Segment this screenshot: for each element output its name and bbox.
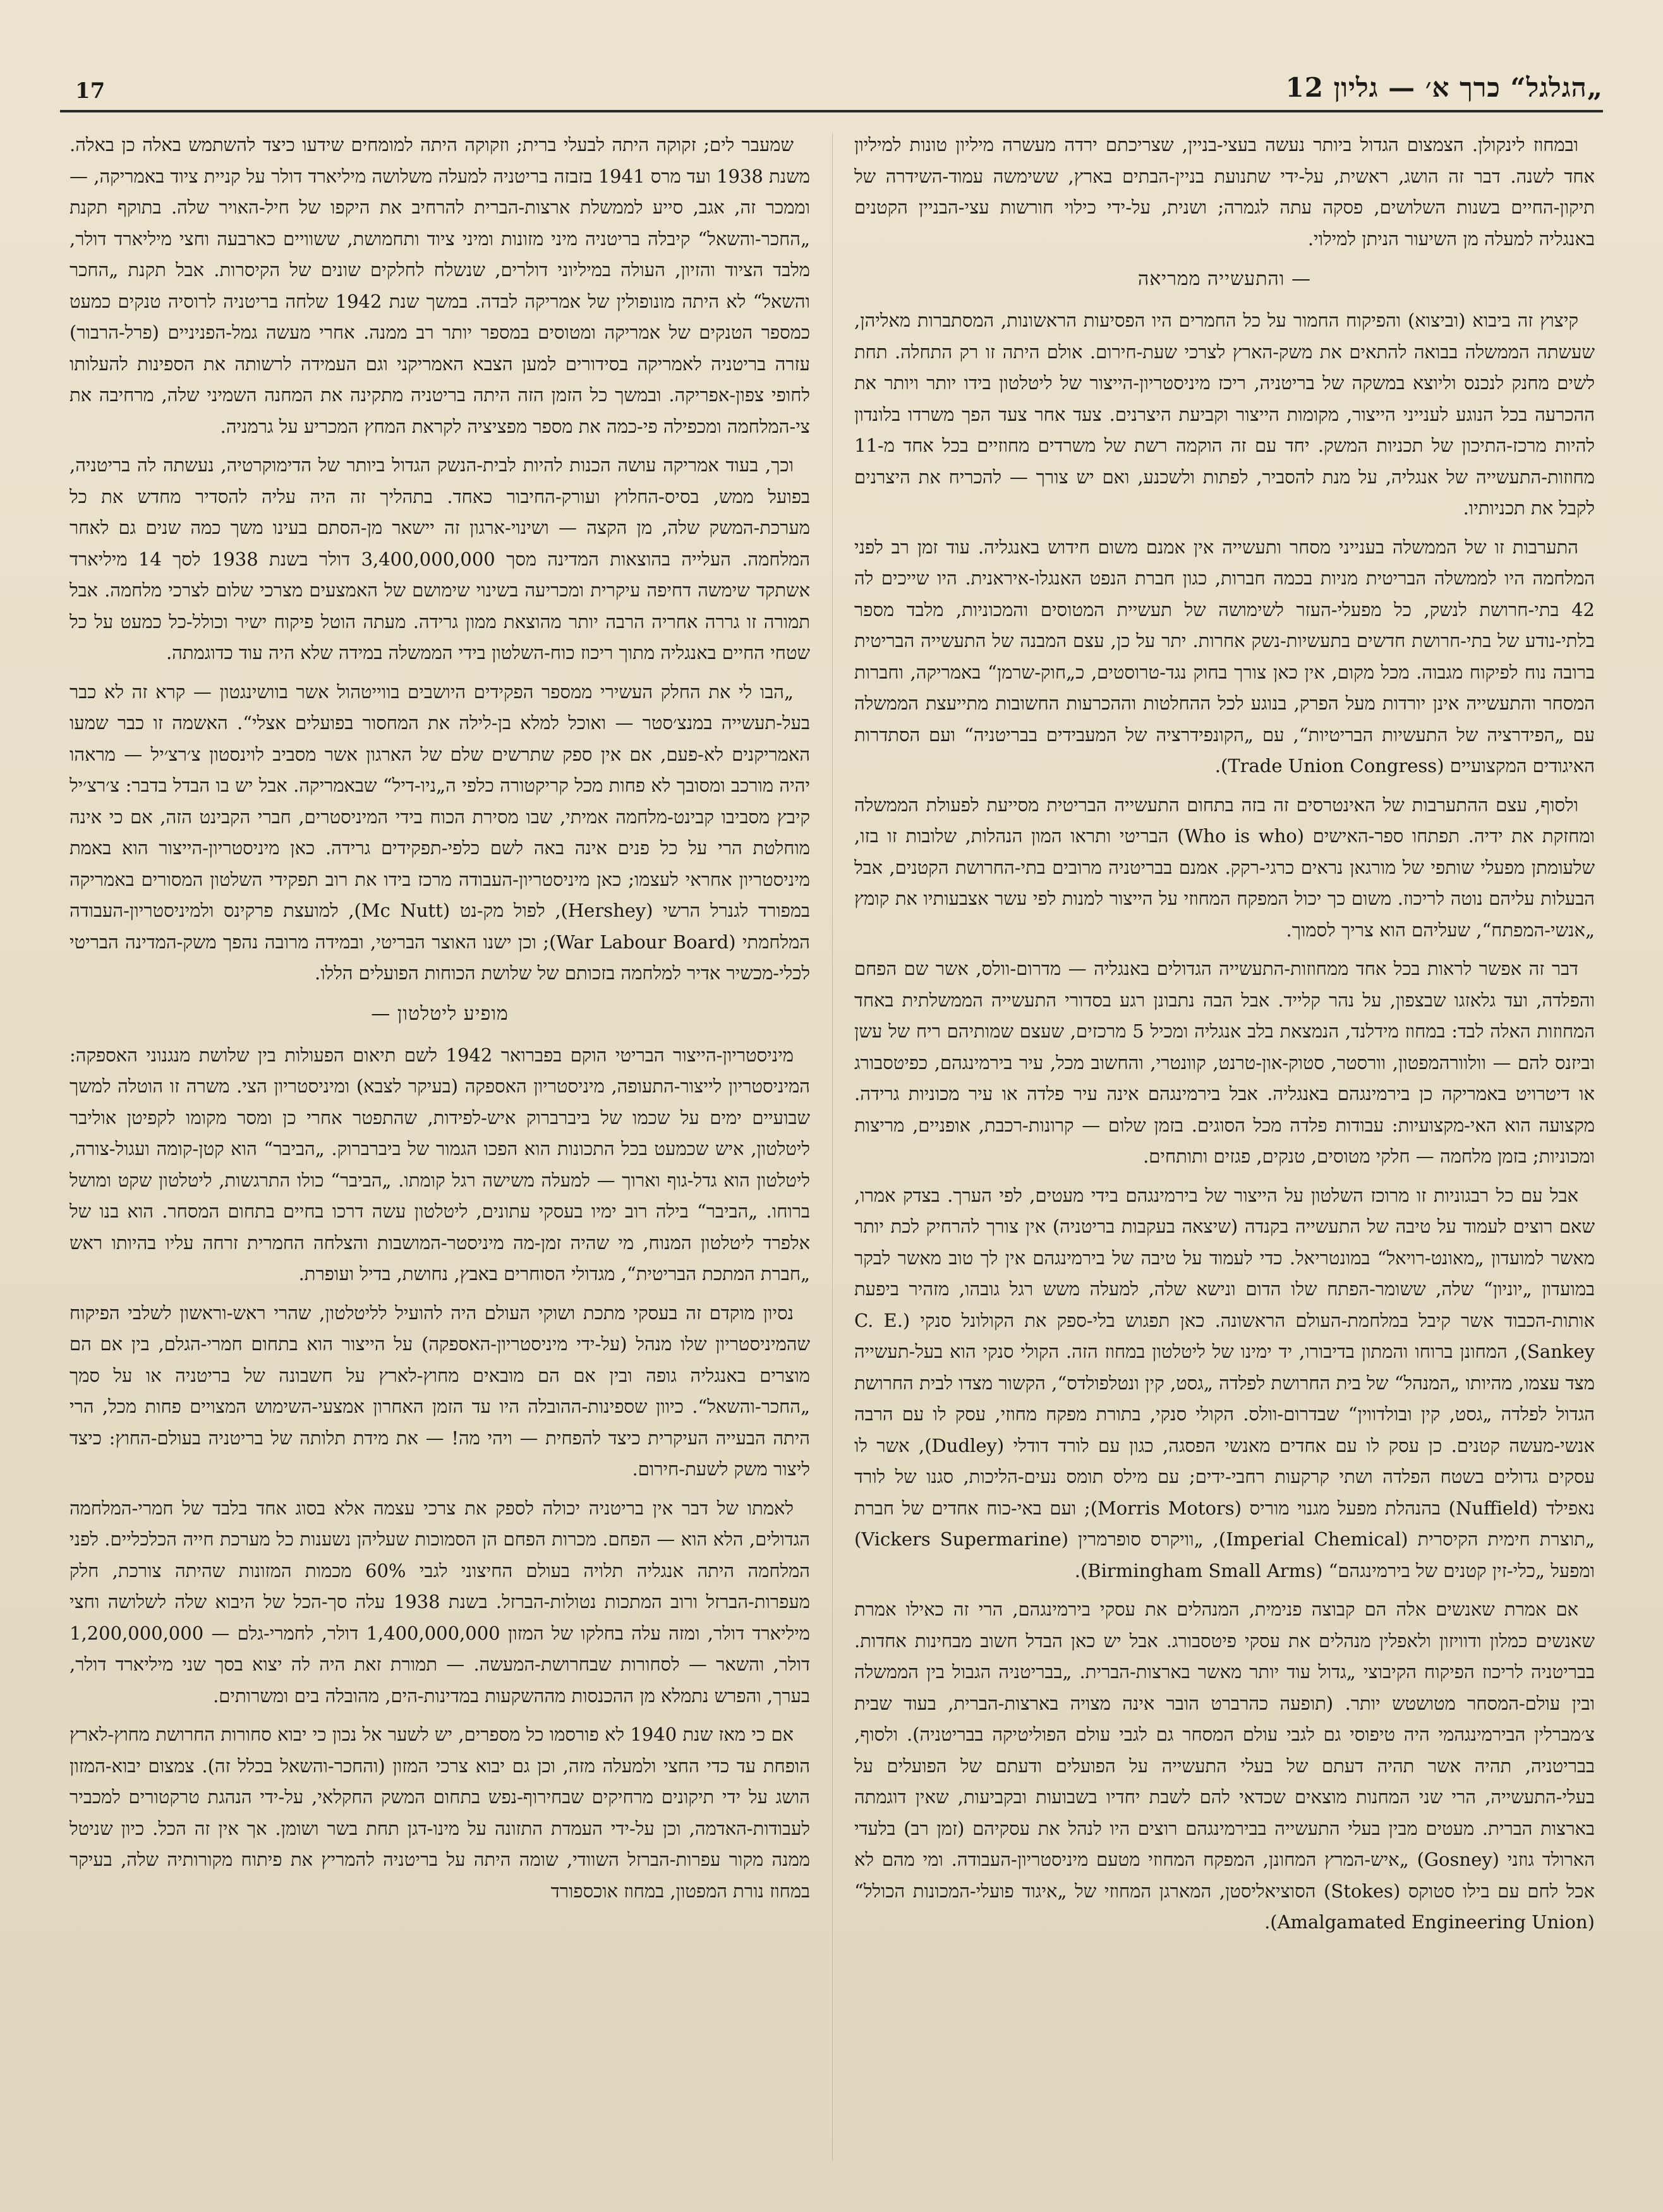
running-head: „הגלגל“ כרך א׳ — גליון 12 <box>1285 72 1603 103</box>
paragraph: „הבו לי את החלק העשירי ממספר הפקידים היושבים בווייטהול אשר בוושינגטון — קרא זה לא כבר בעל-תעשייה במנצ׳סטר — ואוכל למלא בן-לילה את המחסור בפועלים אצלי“. האשמה זו כבר שמעו האמריקנים לא-פעם, אם אין ספק שתרשים שלם של הארגון אשר מסביב לוינסטון צ׳רצ׳יל — מראהו יהיה מורכב ומסובך לא פחות מכל קריקטורה כלפי ה„ניו-דיל“ שבאמריקה. אבל יש בו הבדל בדבר: צ׳רצ׳יל קיבץ מסביבו קבינט-מלחמה אמיתי, שבו מסירת הכוח בידי המיניסטרים, חברי הקבינט הזה, אם כי אינה מוחלטת הרי על כל פנים אינה באה לשם כלפי-תפקידים גרידה. כאן מיניסטריון-הייצור הוא באמת מיניסטריון אחראי לעצמו; כאן מיניסטריון-העבודה מרכז בידו את רוב תפקידי השלטון המסורים באמריקה במפורד לגנרל הרשי (Hershey), לפול מק-נט (Mc Nutt), למועצת פרקינס ולמיניסטריון-העבודה המלחמתי (War Labour Board); וכן ישנו האוצר הבריטי, ובמידה מרובה נהפך משק-המדינה הבריטי לכלי-מכשיר אדיר למלחמה בזכותם של שלושת הכוחות הפועלים הללו. <box>70 680 810 984</box>
paragraph: ובמחוז לינקולן. הצמצום הגדול ביותר נעשה בעצי-בניין, שצריכתם ירדה מעשרה מיליון טונות למיליון אחד לשנה. דבר זה הושג, ראשית, על-ידי שתנועת בניין-הבתים בארץ, ששימשה עמוד-השידרה של תיקון-החיים בשנות השלושים, פסקה עתה לגמרה; ושנית, על-ידי כילוי חורשות עצי-הבניין הקטנים באנגליה למעלה מן השיעור הניתן למילוי. <box>854 134 1595 250</box>
paragraph: דבר זה אפשר לראות בכל אחד ממחוזות-התעשייה הגדולים באנגליה — מדרום-וולס, אשר שם הפחם והפלדה, ועד גלאזגו שבצפון, על נהר קלייד. אבל הבה נתבונן רגע בסדורי התעשייה הממשלתית באחד המחוזות האלה לבד: במחוז מידלנד, הנמצאת בלב אנגליה ומכיל 5 מרכזים, שעצם שמותיהם ריח של עשן וביזנס להם — וולוורהמפטון, וורסטר, סטוק-און-טרנט, קוונטרי, והחשוב מכל, עיר בירמינגהם, כפיטסבורג או דיטרויט באמריקה כן בירמינגהם באנגליה. אבל בירמינגהם אינה עיר פלדה או עיר מכוניות גרידה. מקצועה הוא האי-מקצועיות: עבודות פלדה מכל הסוגים. בזמן שלום — קרונות-רכבת, אופניים, מריצות ומכוניות; בזמן מלחמה — חלקי מטוסים, טנקים, פגזים ותותחים. <box>854 958 1595 1167</box>
article-columns <box>70 130 1595 2180</box>
page-number: 17 <box>75 78 106 104</box>
paragraph: ולסוף, עצם ההתערבות של האינטרסים זה בזה בתחום התעשייה הבריטית מסייעת לפעולת הממשלה ומחזקת את ידיה. תפתחו ספר-האישים (Who is who) הבריטי ותראו המון הנהלות, שלובות זו בזו, שלעומתן מפעלי שותפי של מורגאן נראים כרגי-רקק. אמנם בבריטניה מרובים בתי-החרושת הקטנים, אבל הבעלות עליהם נוטה לריכוז. משום כך יכול המפקח המחוזי על הייצור למנות לפי עשר אצבעותיו את קומץ „אנשי-המפתח“, שעליהם הוא צריך לסמוך. <box>854 794 1595 941</box>
section-heading: מופיע ליטלטון — <box>371 1002 509 1025</box>
section-heading: — והתעשייה ממריאה <box>1138 268 1311 290</box>
paragraph: אם כי מאז שנת 1940 לא פורסמו כל מספרים, יש לשער אל נכון כי יבוא סחורות החרושת מחוץ-לארץ הופחת עד כדי החצי ולמעלה מזה, וכן גם יבוא צרכי המזון (והחכר-והשאל בכלל זה). צמצום יבוא-המזון הושג על ידי תיקונים מרחיקים שבחירוף-נפש בתחום המשק החקלאי, על-ידי הנהגת טרקטורים למכביר לעבודות-האדמה, וכן על-ידי העמדת התזונה על מינו-דגן תחת בשר ושומן. אך אין זה הכל. כיון שניטל ממנה מקור עפרות-הברזל השוודי, שומה היתה על בריטניה להמריץ את פיתוח מקורותיה שלה, בעיקר במחוז נורת המפטון, במחוז אוכספורד <box>70 1724 810 1902</box>
left-column <box>854 130 1595 2180</box>
paragraph: נסיון מוקדם זה בעסקי מתכת ושוקי העולם היה להועיל לליטלטון, שהרי ראש-וראשון לשלבי הפיקוח שהמיניסטריון שלו מנהל (על-ידי מיניסטריון-האספקה) על הייצור הוא בתחום חמרי-הגלם, בין אם הם מוצרים באנגליה גופה ובין אם הם מובאים מחוץ-לארץ על חשבונה של בריטניה או על סמך „החכר-והשאל“. כיוון שספינות-ההובלה היו עד הזמן האחרון אמצעי-השימוש המצויים פחות מכל, הרי היתה הבעייה העיקרית כיצד להפחית — ויהי מה! — את מידת תלותה של בריטניה בעולם-החוץ: כיצד ליצור משק לשעת-חירום. <box>70 1302 810 1480</box>
paragraph: מיניסטריון-הייצור הבריטי הוקם בפברואר 1942 לשם תיאום הפעולות בין שלושת מנגנוני האספקה: המיניסטריון לייצור-התעופה, מיניסטריון האספקה (בעיקר לצבא) ומיניסטריון הצי. משרה זו הוטלה למשך שבועיים ימים על שכמו של ביברברוק איש-לפידות, שהתפטר אחרי כן ומסר מקומו לקפיטן אוליבר ליטלטון, איש שכמעט בכל התכונות הוא הפכו הגמור של ביברברוק. „הביבר“ הוא קטן-קומה ועגול-צורה, ליטלטון הוא גדל-גוף וארוך — למעלה משישה רגל קומתו. „הביבר“ כולו התרגשות, ליטלטון שקט ומושל ברוחו. „הביבר“ בילה רוב ימיו בעסקי עתונים, ליטלטון עשה דרכו בחיים בתחום המסחר. הוא בנו של אלפרד ליטלטון המנוח, מי שהיה זמן-מה מיניסטר-המושבות והצלחה החמרית זרחה עליו בהיותו ראש „חברת המתכת הבריטית“, מגדולי הסוחרים באבץ, נחושת, בדיל ועופרת. <box>70 1044 810 1284</box>
paragraph: התערבות זו של הממשלה בענייני מסחר ותעשייה אין אמנם משום חידוש באנגליה. עוד זמן רב לפני המלחמה היו לממשלה הבריטית מניות בכמה חברות, כגון חברת הנפט האנגלו-איראנית. היו שייכים לה 42 בתי-חרושת לנשק, כל מפעלי-העזר לשימושה של תעשיית המטוסים והמכוניות, מלבד מספר בלתי-נודע של בתי-חרושת חדשים בתעשיות-נשק אחרות. יתר על כן, עצם המבנה של התעשייה הבריטית ברובה נוח לפיקוח מגבוה. מכל מקום, אין כאן צורך בחוק נגד-טרוסטים, כ„חוק-שרמן“ באמריקה, וחברות המסחר והתעשייה אינן יורדות מעל הפרק, בנוגע לכל ההחלטות וההכרעות החשובות מתייעצת הממשלה עם „הפידרציה של התעשיות הבריטיות“, עם „הקונפידרציה של המעבידים בבריטניה“ ועם הסתדרות האיגודים המקצועיים (Trade Union Congress). <box>854 536 1595 777</box>
paragraph: וכך, בעוד אמריקה עושה הכנות להיות לבית-הנשק הגדול ביותר של הדימוקרטיה, נעשתה לה בריטניה, בפועל ממש, בסיס-החלוץ ועורק-החיבור כאחד. בתהליך זה היה עליה להסדיר מחדש את כל מערכת-המשק שלה, מן הקצה — ושינוי-ארגון זה יישאר מן-הסתם בעינו משך כמה שנים גם לאחר המלחמה. העלייה בהוצאות המדינה מסך 3,400,000,000 דולר בשנת 1938 לסך 14 מיליארד אשתקד שימשה דחיפה עיקרית ומכריעה בשינוי שימושם של האמצעים מצרכי שלום לצרכי מלחמה. אבל תמורה זו גררה אחריה הרבה יותר מהוצאת ממון גרידה. מעתה הוטל פיקוח ישיר וכולל-כל כמעט על כל שטחי החיים באנגליה מתוך ריכוז כוח-השלטון בידי הממשלה במידה שלא היה עוד כדוגמתה. <box>70 454 810 663</box>
page-header <box>60 54 1603 112</box>
paragraph: שמעבר לים; זקוקה היתה לבעלי ברית; וזקוקה היתה למומחים שידעו כיצד להשתמש באלה כן באלה. משנת 1938 ועד מרס 1941 בזבזה בריטניה למעלה משלושה מיליארד דולר על קניית ציוד באמריקה, — וממכר זה, אגב, סייע לממשלת ארצות-הברית להרחיב את היקפו של חיל-האויר שלה. בתוקף תקנת „החכר-והשאל“ קיבלה בריטניה מיני מזונות ומיני ציוד ותחמושת, ששוויים כארבעה וחצי מיליארד דולר, מלבד הציוד והזיון, העולה במיליוני דולרים, שנשלח לחלקים שונים של הקיסרות. אבל תקנת „החכר והשאל“ לא היתה מונופולין של אמריקה לבדה. במשך שנת 1942 שלחה בריטניה לרוסיה טנקים כמעט כמספר הטנקים של אמריקה ומטוסים במספר יותר רב ממנה. אחרי מעשה גמל-הפניניים (פרל-הרבור) עזרה בריטניה לאמריקה בסידורים למען הצבא האמריקני וגם העמידה לרשותה את הספינות להעלותו לחופי צפון-אפריקה. ובמשך כל הזמן הזה היתה בריטניה מתקינה את המחנה השמיני שלה, מרחיבה את צי-המלחמה ומכפילה פי-כמה את מספר מפציציה לקראת המחץ המכריע על גרמניה. <box>70 134 810 437</box>
right-column <box>70 130 810 2180</box>
paragraph: קיצוץ זה ביבוא (וביצוא) והפיקוח החמור על כל החמרים היו הפסיעות הראשונות, המסתברות מאליהן, שעשתה הממשלה בבואה להתאים את משק-הארץ לצרכי שעת-חירום. אולם היתה זו רק התחלה. תחת לשים מחנק לנכנס וליוצא במשקה של בריטניה, ריכז מיניסטריון-הייצור של ליטלטון בידו יותר ויותר את ההכרעה בכל הנוגע לענייני הייצור, מקומות הייצור וקביעת היצרנים. צעד אחר צעד הפך משרדו בלונדון להיות מרכז-התיכון של תכניות המשק. יחד עם זה הוקמה רשת של משרדים מחוזיים בכל אחד מ-11 מחוזות-התעשייה של אנגליה, על מנת להסביר, לפתות ולשכנע, ואם יש צורך — להכריח את היצרנים לקבל את תכניותיו. <box>854 310 1595 519</box>
paragraph: לאמתו של דבר אין בריטניה יכולה לספק את צרכי עצמה אלא בסוג אחד בלבד של חמרי-המלחמה הגדולים, הלא הוא — הפחם. מכרות הפחם הן הסמוכות שעליהן נשענות כל מערכת חייה הכלכליים. לפני המלחמה היתה אנגליה תלויה בעולם החיצוני לגבי 60% מכמות המזונות שהיתה צורכת, חלק מעפרות-הברזל ורוב המתכות נטולות-הברזל. בשנת 1938 עלה סך-הכל של היבוא שלה לשלושה וחצי מיליארד דולר, ומזה עלה בחלקו של המזון 1,400,000,000 דולר, לחמרי-גלם — 1,200,000,000 דולר, והשאר — לסחורות שבחרושת-המעשה. — תמורת זאת היה לה יצוא בסך שני מיליארד דולר, בערך, והפרש נתמלא מן ההכנסות מההשקעות במדינות-הים, מהובלה בים ומשרותים. <box>70 1497 810 1707</box>
paragraph: אם אמרת שאנשים אלה הם קבוצה פנימית, המנהלים את עסקי בירמינגהם, הרי זה כאילו אמרת שאנשים כמלון ודוויזון ולאפלין מנהלים את עסקי פיטסבורג. אבל יש כאן הבדל חשוב מבחינות אחדות. בבריטניה לריכוז הפיקוח הקיבוצי „גדול עוד יותר מאשר בארצות-הברית. „בבריטניה הגבול בין הממשלה ובין עולם-המסחר מטושטש יותר. (תופעה כהרברט הובר אינה מצויה בארצות-הברית, בעוד שבית צ׳מברלין הבירמינגהמי היה טיפוסי גם לגבי עולם המסחר גם לגבי עולם הפוליטיקה בבריטניה). ולסוף, בבריטניה, תהיה אשר תהיה דעתם של בעלי התעשייה על הפועלים ודעתם של הפועלים על בעלי-התעשייה, הרי שני המחנות מוצאים שכדאי להם לשבת יחדיו בשבועות ובקביעות, שאין דוגמתה בארצות הברית. מעטים מבין בעלי התעשייה בבירמינגהם רוצים היו לנהל את עסקיהם (זמן רב) בלעדי הארולד גוזני (Gosney) „איש-המרץ המחונן, המפקח המחוזי מטעם מיניסטריון-העבודה. ומי מהם לא אכל לחם עם בילו סטוקס (Stokes) הסוציאליסטן, המארגן המחוזי של „איגוד פועלי-המכונות הכולל“ (Amalgamated Engineering Union). <box>854 1599 1595 1933</box>
paragraph: אבל עם כל רבגוניות זו מרוכז השלטון על הייצור של בירמינגהם בידי מעטים, לפי הערך. בצדק אמרו, שאם רוצים לעמוד על טיבה של התעשייה בקנדה (שיצאה בעקבות בריטניה) אין צורך להרחיק לכת יותר מאשר למועדון „מאונט-רויאל“ במונטריאל. כדי לעמוד על טיבה של בירמינגהם אין לך טוב מאשר לבקר במועדון „יוניון“ שלה, ששומר-הפתח שלו הדום ונישא שלה, למעלה משש רגל גובהו, מזהיר ביפעת אותות-הכבוד אשר קיבל במלחמת-העולם הראשונה. כאן תפגוש בלי-ספק את הקולונל סנקי (C. E. Sankey), המחונן ברוחו והמתון בדיבורו, יד ימינו של ליטלטון במחוז הזה. הקולי סנקי הוא בעל-תעשייה מצד עצמו, מהיותו „המנהל“ של בית החרושת לפלדה „גסט, קין ונטלפולדס“, הקשור מצדו לבית החרושת הגדול לפלדה „גסט, קין ובולדווין“ שבדרום-וולס. הקולי סנקי, בתורת מפקח מחוזי, עסק לו עם הרבה אנשי-מעשה קטנים. כן עסק לו עם אחדים מאנשי הפסגה, כגון עם לורד דודלי (Dudley), אשר לו עסקים גדולים בשטח הפלדה ושתי קרקעות רחבי-ידים; עם מילס תומס נעים-הליכות, סגנו של לורד נאפילד (Nuffield) בהנהלת מפעל מגנוי מוריס (Morris Motors); ועם באי-כוח אחדים של חברת „תוצרת חימית הקיסרית (Imperial Chemical), „וויקרס סופרמרין (Vickers Supermarine) ומפעל „כלי-זין קטנים של בירמינגהם“ (Birmingham Small Arms). <box>854 1184 1595 1581</box>
